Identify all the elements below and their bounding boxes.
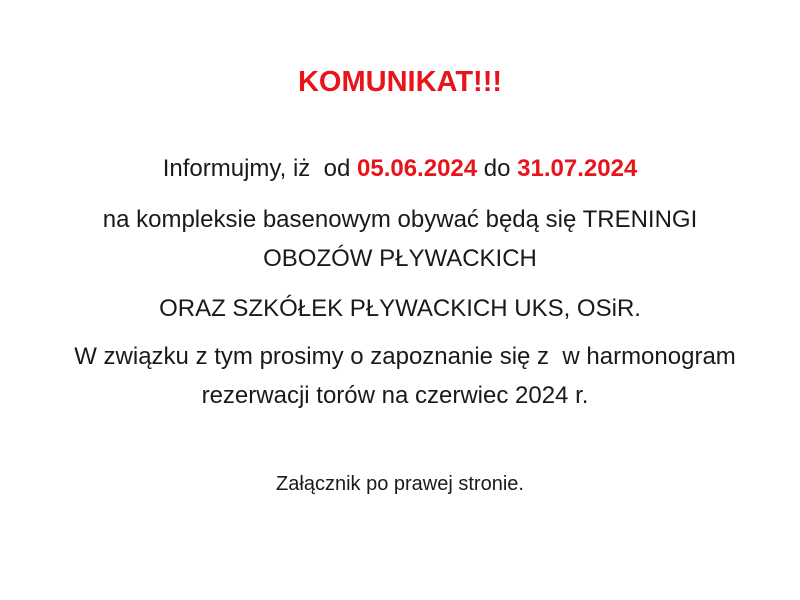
start-date: 05.06.2024 <box>357 155 478 182</box>
notice-title: KOMUNIKAT!!! <box>297 66 503 98</box>
notice-line-4: ORAZ SZKÓŁEK PŁYWACKICH UKS, OSiR. <box>159 295 641 322</box>
date-range-prefix: Informujmy, iż od <box>162 155 357 182</box>
date-range-connector: do <box>477 155 518 182</box>
notice-line-3: OBOZÓW PŁYWACKICH <box>263 245 537 272</box>
end-date: 31.07.2024 <box>517 155 638 182</box>
notice-line-2: na kompleksie basenowym obywać będą się TRENINGI <box>102 206 698 233</box>
date-range-line <box>0 157 800 181</box>
notice-line-5: W związku z tym prosimy o zapoznanie się z w harmonogram <box>74 343 736 370</box>
notice-line-6: rezerwacji torów na czerwiec 2024 r. <box>201 382 589 409</box>
attachment-note: Załącznik po prawej stronie. <box>276 473 524 495</box>
